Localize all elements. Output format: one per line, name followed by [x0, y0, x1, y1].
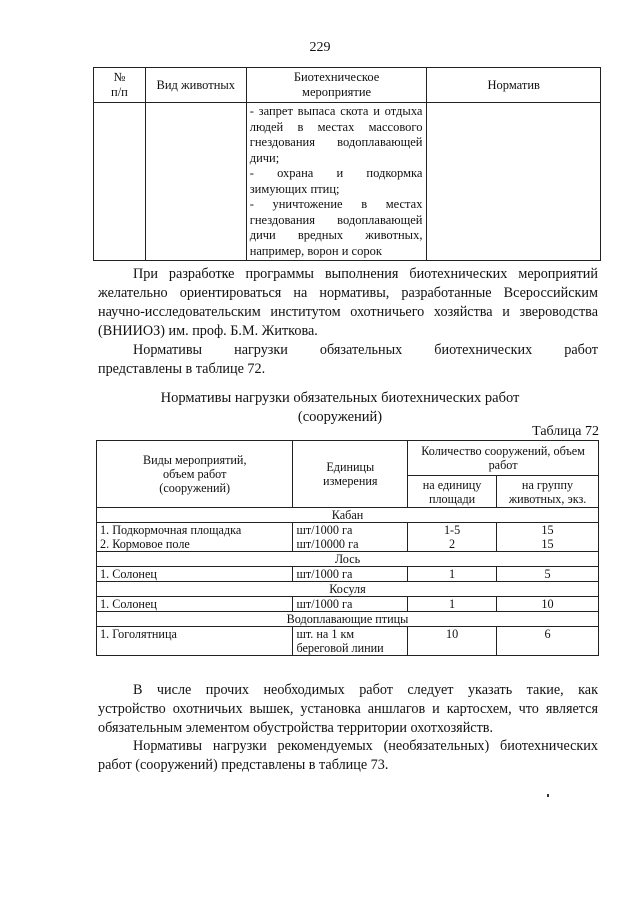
- header-count: [408, 441, 599, 476]
- measure-line: - охрана и подкормка: [249, 166, 423, 180]
- table-title-line: Нормативы нагрузки обязательных биотехнических работ: [160, 390, 520, 406]
- table-row: [97, 523, 599, 538]
- text-line: желательно ориентироваться на нормативы, разработанные Всероссийским: [98, 285, 598, 301]
- cell-species: [145, 103, 246, 261]
- cell-per-group: 6: [497, 627, 599, 656]
- header-activity: [97, 441, 293, 508]
- cell-num: [94, 103, 146, 261]
- norms-table: [96, 440, 599, 656]
- group-row-boar: Кабан: [97, 508, 599, 523]
- cell-per-area: 1: [408, 567, 497, 582]
- cell-per-group: 15: [497, 523, 599, 538]
- measure-line: дичи;: [249, 150, 280, 165]
- paragraph-norms: [98, 341, 598, 379]
- continuation-table-row: [94, 103, 601, 261]
- header-num: [94, 68, 146, 103]
- header-units-label: Единицы измерения: [323, 460, 378, 488]
- table-row: [97, 597, 599, 612]
- paragraph-programme: [98, 265, 598, 341]
- cell-unit: [293, 627, 408, 656]
- text-line: При разработке программы выполнения биотехнических мероприятий: [133, 266, 598, 282]
- table-number-label: Таблица 72: [532, 424, 599, 439]
- cell-unit: шт/1000 га: [293, 567, 408, 582]
- text-line: обязательным элементом обустройства территории охотхозяйств.: [98, 720, 494, 736]
- scan-speck: [547, 794, 549, 797]
- header-per-group-label: на группу животных, экз.: [508, 477, 587, 506]
- cell-unit: шт/1000 га: [293, 597, 408, 612]
- measure-line: зимующих птиц;: [249, 181, 340, 196]
- group-row-roe-deer: Косуля: [97, 582, 599, 597]
- group-row-moose: Лось: [97, 552, 599, 567]
- cell-activity: 1. Гоголятница: [97, 627, 293, 656]
- text-line: устройство охотничьих вышек, установка аншлагов и картосхем, что является: [98, 701, 598, 717]
- text-line: представлены в таблице 72.: [98, 361, 266, 377]
- page-number: 229: [309, 40, 331, 55]
- text-line: научно-исследовательским институтом охотничьего хозяйства и звероводства: [98, 304, 598, 320]
- cell-unit-line: шт. на 1 км: [296, 627, 355, 641]
- text-line: В числе прочих необходимых работ следует указать такие, как: [133, 682, 598, 698]
- continuation-table-header: [94, 68, 601, 103]
- table-row: [97, 537, 599, 552]
- cell-per-area: 1: [408, 597, 497, 612]
- header-per-area: [408, 476, 497, 508]
- measure-line: гнездования водоплавающей: [249, 212, 423, 227]
- cell-per-area: 2: [408, 537, 497, 552]
- table-row: [97, 567, 599, 582]
- header-measure: [246, 68, 427, 103]
- measure-line: гнездования водоплавающей: [249, 135, 423, 149]
- norms-table-header: [97, 441, 599, 476]
- header-measure-label: Биотехническое мероприятие: [293, 70, 380, 99]
- cell-per-area: 10: [408, 627, 497, 656]
- header-units: [293, 441, 408, 508]
- header-activity-label: Виды мероприятий, объем работ (сооружений): [142, 453, 247, 495]
- cell-activity: 2. Кормовое поле: [97, 537, 293, 552]
- cell-activity: 1. Солонец: [97, 567, 293, 582]
- cell-unit-line: береговой линии: [296, 641, 384, 655]
- header-per-area-label: на единицу площади: [422, 477, 482, 506]
- cell-norm: [427, 103, 601, 261]
- text-line: (ВНИИОЗ) им. проф. Б.М. Житкова.: [98, 323, 318, 339]
- header-species: Вид животных: [145, 68, 246, 103]
- paragraph-table73: [98, 737, 598, 775]
- header-num-label: № п/п: [111, 70, 128, 99]
- cell-measures: [246, 103, 427, 261]
- header-count-label: Количество сооружений, объем работ: [421, 444, 585, 472]
- group-row-waterfowl: Водоплавающие птицы: [97, 612, 599, 627]
- header-norm: Норматив: [427, 68, 601, 103]
- cell-per-group: 15: [497, 537, 599, 552]
- text-line: Нормативы нагрузки обязательных биотехнических работ: [133, 342, 598, 358]
- measure-line: дичи вредных животных,: [249, 228, 423, 242]
- continuation-table: [93, 67, 601, 261]
- measure-line: - уничтожение в местах: [249, 197, 423, 211]
- cell-activity: 1. Солонец: [97, 597, 293, 612]
- table-row: [97, 627, 599, 656]
- cell-per-group: 10: [497, 597, 599, 612]
- table-title-line: (сооружений): [297, 409, 383, 425]
- paragraph-other-works: [98, 681, 598, 738]
- measure-line: - запрет выпаса скота и отдыха: [249, 104, 423, 118]
- cell-per-area: 1-5: [408, 523, 497, 538]
- text-line: работ (сооружений) представлены в таблице 73.: [98, 757, 389, 773]
- table-title: [60, 389, 620, 427]
- header-per-group: [497, 476, 599, 508]
- cell-per-group: 5: [497, 567, 599, 582]
- measure-line: людей в местах массового: [249, 119, 423, 134]
- measure-line: например, ворон и сорок: [249, 243, 382, 258]
- cell-unit: шт/10000 га: [293, 537, 408, 552]
- text-line: Нормативы нагрузки рекомендуемых (необязательных) биотехнических: [133, 738, 598, 754]
- cell-activity: 1. Подкормочная площадка: [97, 523, 293, 538]
- cell-unit: шт/1000 га: [293, 523, 408, 538]
